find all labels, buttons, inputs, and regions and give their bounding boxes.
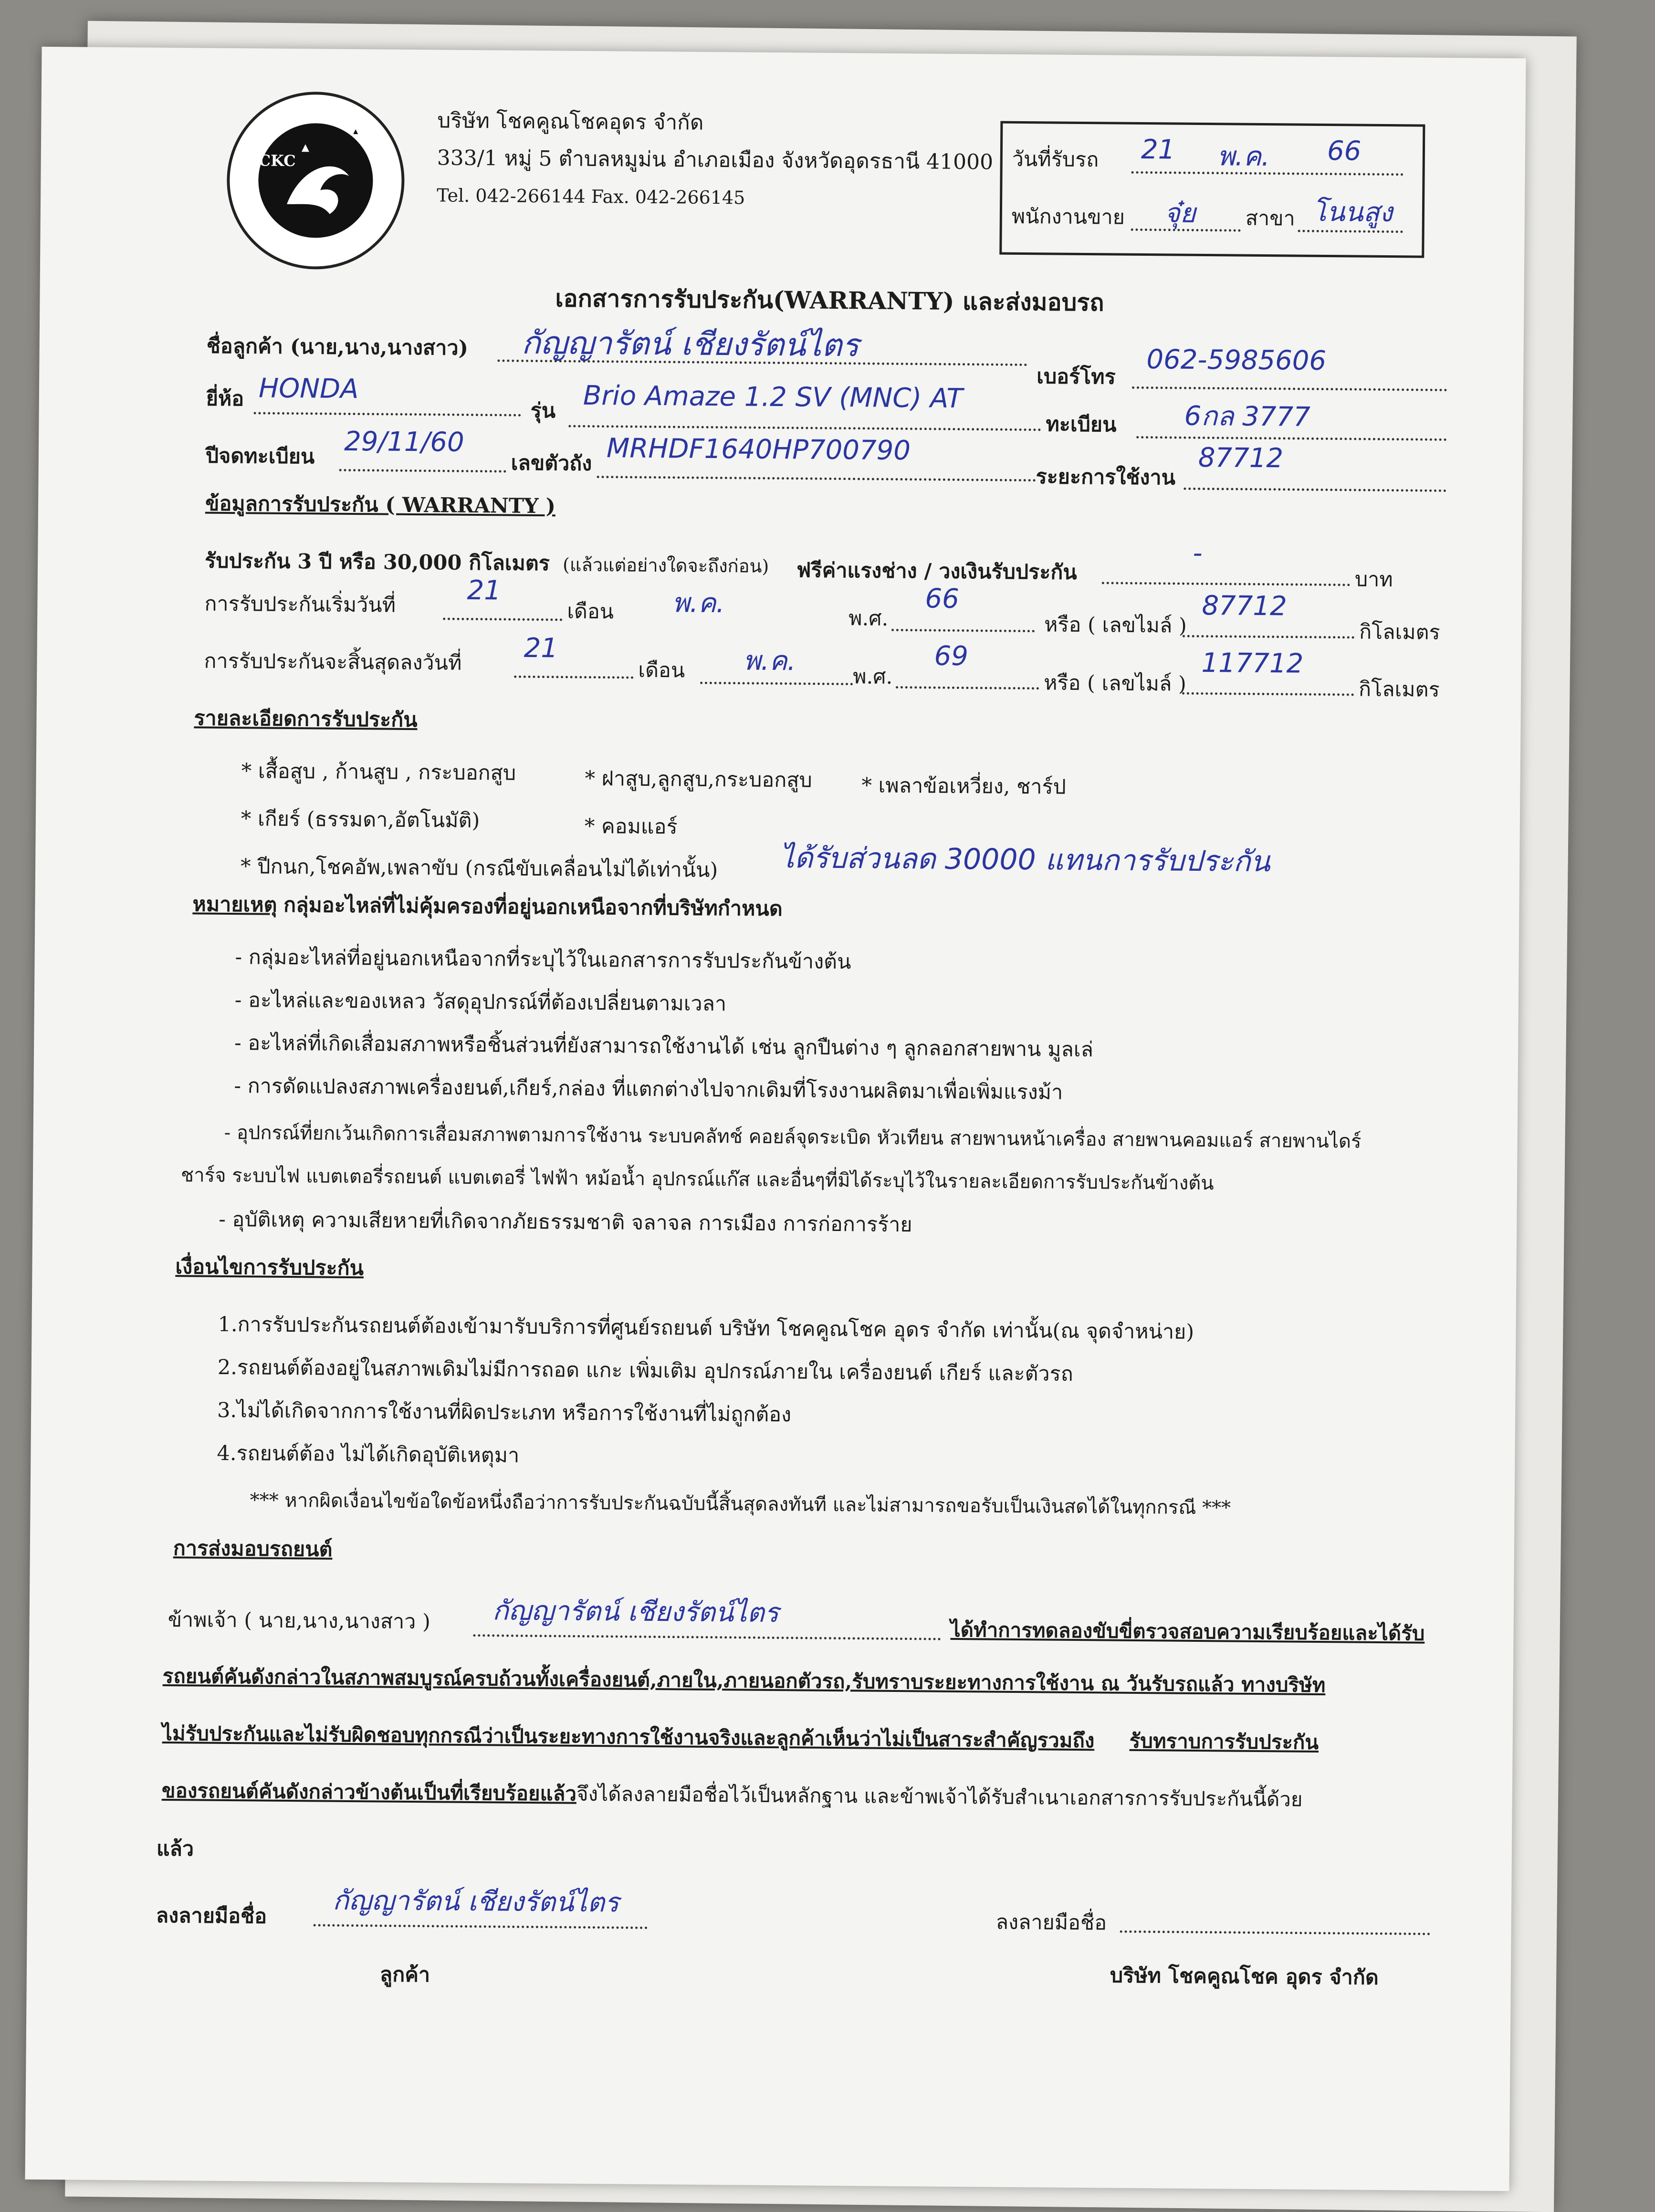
delivery-title: การส่งมอบรถยนต์: [173, 1536, 333, 1562]
end-km-label: กิโลเมตร: [1358, 677, 1440, 702]
brand-label: ยี่ห้อ: [206, 386, 244, 411]
end-mile: 117712: [1201, 647, 1304, 679]
delivery-line2: รถยนต์คันดังกล่าวในสภาพสมบูรณ์ครบถ้วนทั้งเครื่องยนต์,ภายใน,ภายนอกตัวรถ,รับทราบระยะทางการใช้งาน ณ วันรับรถแล้ว ทางบริษัท: [162, 1664, 1326, 1697]
conditions-warning: *** หากผิดเงื่อนไขข้อใดข้อหนึ่งถือว่าการรับประกันฉบับนี้สิ้นสุดลงทันที และไม่สามารถขอรับเป็นเงินสดได้ในทุกกรณี ***: [250, 1489, 1231, 1519]
condition-item: 1.การรับประกันรถยนต์ต้องเข้ามารับบริการที่ศูนย์รถยนต์ บริษัท โชคคูณโชค อุดร จำกัด เท่านั้น(ณ จุดจำหน่าย): [218, 1312, 1194, 1344]
warranty-document: [25, 47, 1526, 2191]
detail-item: * เกียร์ (ธรรมดา,อัตโนมัติ): [241, 807, 480, 833]
detail-item: * คอมแอร์: [584, 814, 678, 839]
remarks-heading: [192, 887, 783, 925]
remark-item: - อะไหล่และของเหลว วัสดุอุปกรณ์ที่ต้องเปลี่ยนตามเวลา: [234, 988, 727, 1016]
delivery-line4b: จึงได้ลงลายมือชื่อไว้เป็นหลักฐาน และข้าพเจ้าได้รับสำเนาเอกสารการรับประกันนี้ด้วย: [576, 1782, 1303, 1811]
receipt-date-month: พ.ค.: [1217, 141, 1270, 173]
customer-role: ลูกค้า: [379, 1962, 430, 1987]
company-phone: Tel. 042-266144 Fax. 042-266145: [437, 185, 745, 209]
delivery-line4a: ของรถยนต์คันดังกล่าวข้างต้นเป็นที่เรียบร้อยแล้ว: [161, 1778, 577, 1805]
end-mile-label: หรือ ( เลขไมล์ ): [1043, 671, 1186, 696]
remark-item-cont: ชาร์จ ระบบไฟ แบตเตอรี่รถยนต์ แบตเตอรี่ ไฟฟ้า หม้อน้ำ อุปกรณ์แก๊ส และอื่นๆที่มิได้ระบุไว้ในรายละเอียดการรับประกันข้างต้น: [180, 1164, 1214, 1195]
end-be-label: พ.ศ.: [853, 665, 893, 689]
remarks-label: หมายเหตุ: [192, 892, 277, 917]
start-day: 21: [467, 574, 502, 606]
delivery-line5: แล้ว: [156, 1836, 194, 1861]
delivery-name-value: กัญญารัตน์ เชียงรัตน์ไตร: [492, 1595, 779, 1629]
plate-label: ทะเบียน: [1046, 412, 1117, 437]
delivery-line3: [162, 1718, 1319, 1758]
company-signature-label: ลงลายมือชื่อ: [995, 1910, 1107, 1935]
remark-item: - อุปกรณ์ที่ยกเว้นเกิดการเสื่อมสภาพตามการใช้งาน ระบบคลัทช์ คอยล์จุดระเบิด หัวเทียน สายพานหน้าเครื่อง สายพานคอมแอร์ สายพานไดร์: [224, 1121, 1362, 1153]
reg-year-label: ปีจดทะเบียน: [205, 444, 315, 469]
start-km-label: กิโลเมตร: [1359, 620, 1440, 645]
receipt-box: [999, 121, 1425, 258]
company-name: บริษัท โชคคูณโชคอุดร จำกัด: [437, 108, 704, 135]
company-address: 333/1 หมู่ 5 ตำบลหมูม่น อำเภอเมือง จังหวัดอุดรธานี 41000: [437, 146, 994, 175]
baht-label: บาท: [1354, 567, 1393, 592]
phone-value: 062-5985606: [1146, 344, 1327, 377]
mileage-label: ระยะการใช้งาน: [1036, 465, 1176, 490]
free-labor-label: ฟรีค่าแรงช่าง / วงเงินรับประกัน: [796, 558, 1077, 584]
start-be-label: พ.ศ.: [848, 606, 889, 631]
model-value: Brio Amaze 1.2 SV (MNC) AT: [583, 380, 963, 415]
remarks-title: กลุ่มอะไหล่ที่ไม่คุ้มครองที่อยู่นอกเหนือจากที่บริษัทกำหนด: [283, 893, 783, 921]
condition-item: 3.ไม่ได้เกิดจากการใช้งานที่ผิดประเภท หรือการใช้งานที่ไม่ถูกต้อง: [217, 1398, 792, 1427]
delivery-line3a: ไม่รับประกันและไม่รับผิดชอบทุกกรณีว่าเป็นระยะทางการใช้งานจริงและลูกค้าเห็นว่าไม่เป็นสาระสำคัญรวมถึง: [162, 1721, 1095, 1753]
end-day: 21: [524, 632, 558, 664]
end-month-label: เดือน: [638, 658, 685, 683]
brand-value: HONDA: [258, 373, 359, 405]
receipt-date-day: 21: [1141, 134, 1175, 166]
remark-item: - การดัดแปลงสภาพเครื่องยนต์,เกียร์,กล่อง ที่แตกต่างไปจากเดิมที่โรงงานผลิตมาเพื่อเพิ่มแรงม้า: [234, 1074, 1063, 1105]
handwritten-discount-note: ได้รับส่วนลด 30000 แทนการรับประกัน: [780, 841, 1270, 879]
sales-value: จุ๋ย: [1164, 198, 1196, 229]
start-mile: 87712: [1202, 590, 1287, 622]
customer-name-value: กัญญารัตน์ เชียงรัตน์ไตร: [521, 324, 859, 364]
delivery-line4: [162, 1775, 1303, 1816]
logo-text: CKC: [258, 151, 296, 170]
chassis-value: MRHDF1640HP700790: [606, 433, 911, 467]
conditions-title: เงื่อนไขการรับประกัน: [175, 1255, 364, 1281]
company-info: [437, 102, 994, 218]
customer-name-label: ชื่อลูกค้า (นาย,นาง,นางสาว): [206, 334, 469, 360]
coverage-note: (แล้วแต่อย่างใดจะถึงก่อน): [562, 554, 769, 577]
condition-item: 4.รถยนต์ต้อง ไม่ได้เกิดอุบัติเหตุมา: [217, 1441, 520, 1468]
start-label: การรับประกันเริ่มวันที่: [204, 592, 396, 617]
customer-signature-label: ลงลายมือชื่อ: [156, 1903, 267, 1929]
detail-item: * ปีกนก,โชคอัพ,เพลาขับ (กรณีขับเคลื่อนไม่ได้เท่านั้น): [240, 855, 718, 883]
receipt-date-label: วันที่รับรถ: [1012, 147, 1099, 172]
phone-label: เบอร์โทร: [1037, 365, 1116, 389]
remark-item: - กลุ่มอะไหล่ที่อยู่นอกเหนือจากที่ระบุไว้ในเอกสารการรับประกันข้างต้น: [235, 945, 851, 974]
start-month: พ.ค.: [672, 587, 725, 619]
start-mile-label: หรือ ( เลขไมล์ ): [1044, 613, 1187, 638]
detail-item: * เสื้อสูบ , ก้านสูบ , กระบอกสูบ: [241, 759, 516, 785]
detail-item: * เพลาข้อเหวี่ยง, ชาร์ป: [861, 773, 1067, 799]
delivery-line3b: รับทราบการรับประกัน: [1129, 1729, 1319, 1754]
customer-signature: กัญญารัตน์ เชียงรัตน์ไตร: [332, 1885, 619, 1919]
detail-item: * ฝาสูบ,ลูกสูบ,กระบอกสูบ: [585, 766, 813, 793]
company-logo: [226, 91, 405, 270]
model-label: รุ่น: [530, 398, 556, 423]
details-title: รายละเอียดการรับประกัน: [194, 706, 418, 732]
chassis-label: เลขตัวถัง: [511, 451, 592, 476]
sales-label: พนักงานขาย: [1011, 204, 1125, 230]
end-label: การรับประกันจะสิ้นสุดลงวันที่: [204, 649, 462, 675]
start-month-label: เดือน: [567, 599, 614, 624]
receipt-date-year: 66: [1327, 136, 1362, 167]
end-year: 69: [934, 640, 969, 672]
document-title: เอกสารการรับประกัน(WARRANTY) และส่งมอบรถ: [555, 284, 1104, 317]
reg-year-value: 29/11/60: [344, 426, 464, 458]
remark-item: - อะไหล่ที่เกิดเสื่อมสภาพหรือชิ้นส่วนที่ยังสามารถใช้งานได้ เช่น ลูกปืนต่าง ๆ ลูกลอกสายพาน มูลเล่: [234, 1031, 1094, 1062]
mileage-value: 87712: [1198, 442, 1284, 474]
remark-item: - อุบัติเหตุ ความเสียหายที่เกิดจากภัยธรรมชาติ จลาจล การเมือง การก่อการร้าย: [219, 1207, 912, 1237]
delivery-line1: ได้ทำการทดลองขับขี่ตรวจสอบความเรียบร้อยและได้รับ: [950, 1617, 1425, 1645]
branch-label: สาขา: [1245, 206, 1295, 231]
plate-value: 6กล 3777: [1184, 400, 1311, 433]
warranty-section-title: ข้อมูลการรับประกัน ( WARRANTY ): [205, 491, 556, 519]
start-year: 66: [925, 583, 960, 615]
company-role: บริษัท โชคคูณโชค อุดร จำกัด: [1110, 1963, 1379, 1990]
coverage-text: รับประกัน 3 ปี หรือ 30,000 กิโลเมตร: [204, 549, 550, 576]
condition-item: 2.รถยนต์ต้องอยู่ในสภาพเดิมไม่มีการถอด แกะ เพิ่มเติม อุปกรณ์ภายใน เครื่องยนต์ เกียร์ และตัวรถ: [217, 1355, 1073, 1386]
branch-value: โนนสูง: [1312, 196, 1393, 229]
end-month: พ.ค.: [743, 645, 796, 677]
delivery-intro: ข้าพเจ้า ( นาย,นาง,นางสาว ): [168, 1608, 431, 1634]
free-labor-value: -: [1193, 537, 1203, 569]
